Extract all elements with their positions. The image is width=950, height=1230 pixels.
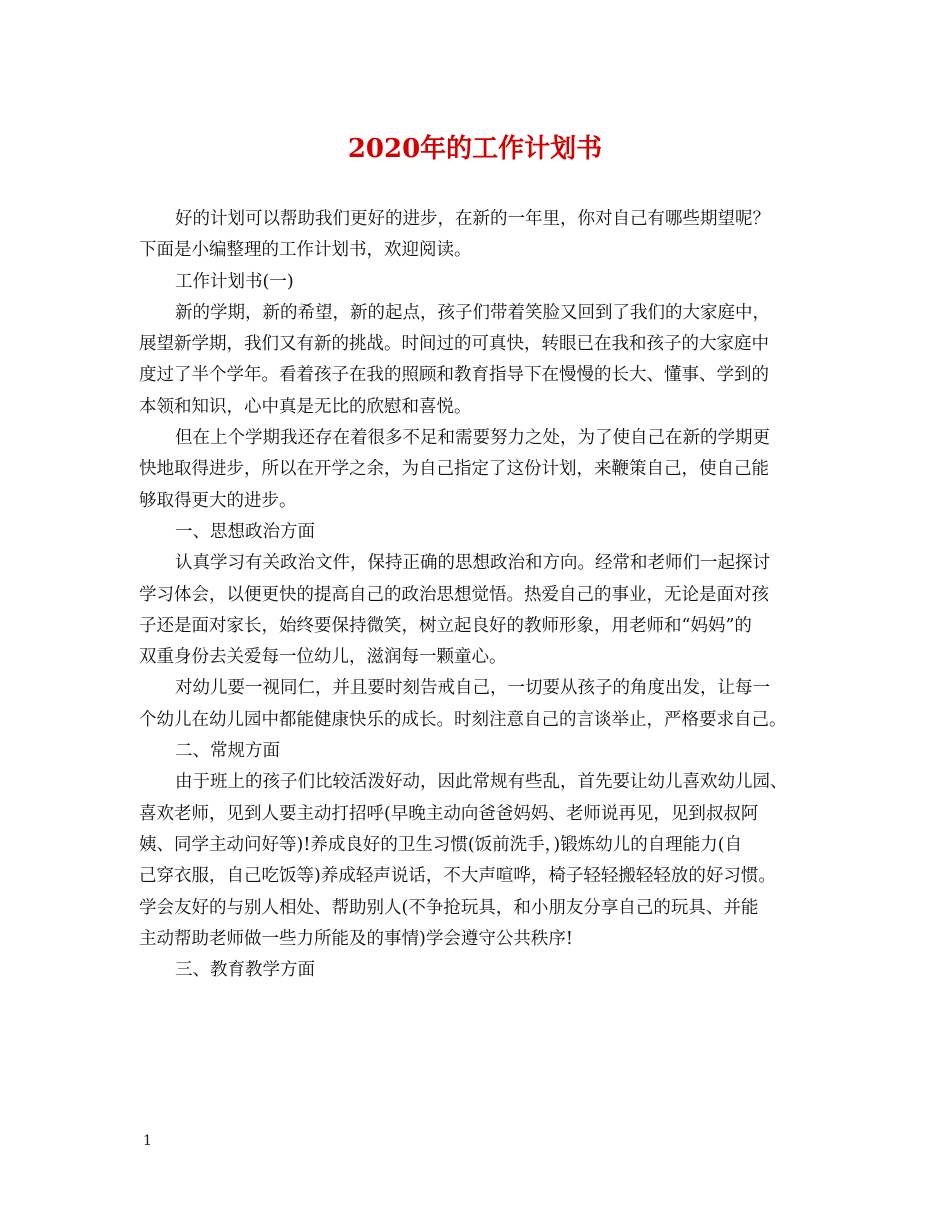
text-line: 但在上个学期我还存在着很多不足和需要努力之处，为了使自己在新的学期更 bbox=[175, 428, 770, 449]
text-line: 对幼儿要一视同仁，并且要时刻告戒自己，一切要从孩子的角度出发，让每一 bbox=[175, 678, 770, 699]
text-line: 新的学期，新的希望，新的起点，孩子们带着笑脸又回到了我们的大家庭中， bbox=[175, 302, 770, 323]
text-line: 姨、同学主动问好等)!养成良好的卫生习惯(饭前洗手，)锻炼幼儿的自理能力(自 bbox=[139, 834, 743, 855]
text-line: 由于班上的孩子们比较活泼好动，因此常规有些乱，首先要让幼儿喜欢幼儿园、 bbox=[175, 772, 788, 793]
text-line: 一、思想政治方面 bbox=[175, 521, 315, 542]
text-line: 认真学习有关政治文件，保持正确的思想政治和方向。经常和老师们一起探讨 bbox=[175, 553, 770, 574]
text-line: 子还是面对家长，始终要保持微笑，树立起良好的教师形象，用老师和“妈妈”的 bbox=[139, 615, 752, 636]
text-line: 学习体会，以便更快的提高自己的政治思想觉悟。热爱自己的事业，无论是面对孩 bbox=[139, 584, 769, 605]
text-line: 二、常规方面 bbox=[175, 741, 280, 762]
document-body bbox=[139, 204, 829, 986]
text-line: 够取得更大的进步。 bbox=[139, 490, 297, 511]
text-line: 己穿衣服，自己吃饭等)养成轻声说话，不大声喧哗，椅子轻轻搬轻轻放的好习惯。 bbox=[139, 866, 776, 887]
page-number: 1 bbox=[143, 1133, 152, 1149]
text-line: 度过了半个学年。看着孩子在我的照顾和教育指导下在慢慢的长大、懂事、学到的 bbox=[139, 365, 769, 386]
text-line: 喜欢老师，见到人要主动打招呼(早晚主动向爸爸妈妈、老师说再见，见到叔叔阿 bbox=[139, 803, 759, 824]
text-line: 个幼儿在幼儿园中都能健康快乐的成长。时刻注意自己的言谈举止，严格要求自己。 bbox=[139, 709, 787, 730]
text-line: 快地取得进步，所以在开学之余，为自己指定了这份计划，来鞭策自己，使自己能 bbox=[139, 459, 769, 480]
text-line: 主动帮助老师做一些力所能及的事情)学会遵守公共秩序! bbox=[139, 928, 573, 949]
text-line: 学会友好的与别人相处、帮助别人(不争抢玩具，和小朋友分享自己的玩具、并能 bbox=[139, 897, 759, 918]
text-line: 双重身份去关爱每一位幼儿，滋润每一颗童心。 bbox=[139, 647, 507, 668]
document-title: 2020年的工作计划书 bbox=[347, 134, 603, 164]
text-line: 三、教育教学方面 bbox=[175, 960, 315, 981]
text-line: 本领和知识，心中真是无比的欣慰和喜悦。 bbox=[139, 396, 472, 417]
text-line: 好的计划可以帮助我们更好的进步，在新的一年里，你对自己有哪些期望呢？ bbox=[175, 209, 770, 229]
text-line: 工作计划书(一) bbox=[175, 271, 294, 292]
text-line: 下面是小编整理的工作计划书，欢迎阅读。 bbox=[139, 240, 472, 261]
text-line: 展望新学期，我们又有新的挑战。时间过的可真快，转眼已在我和孩子的大家庭中 bbox=[139, 334, 769, 355]
